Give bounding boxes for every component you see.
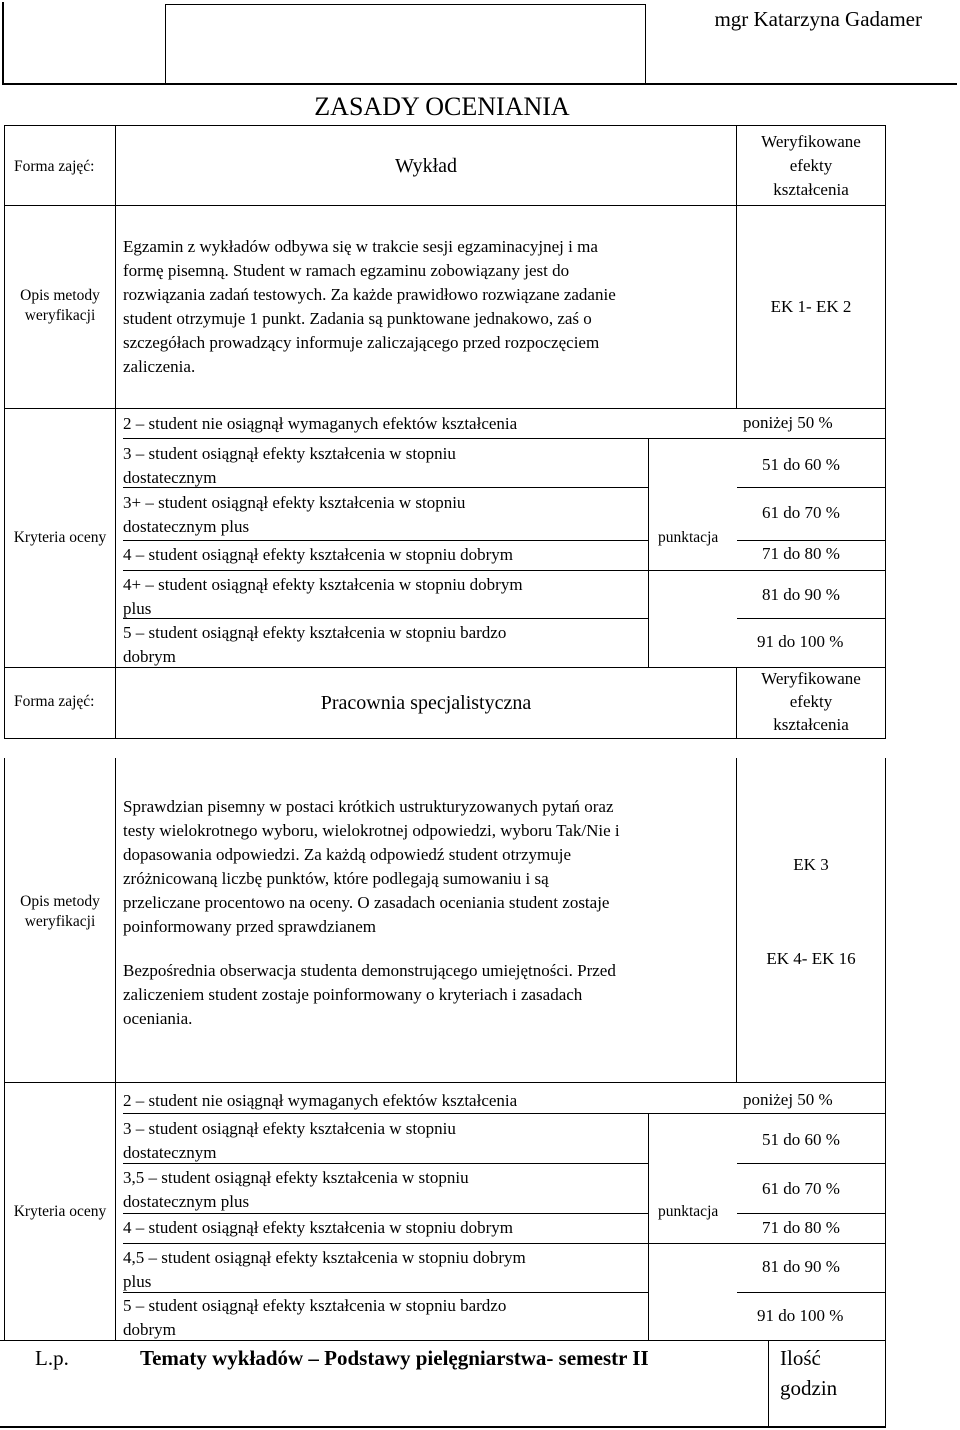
criteria-text: 4+ – student osiągnął efekty kształcenia w stopniu dobrym bbox=[123, 575, 523, 594]
border bbox=[648, 1113, 649, 1340]
criteria-percent: 51 do 60 % bbox=[762, 455, 840, 474]
criteria-percent: 91 do 100 % bbox=[757, 632, 844, 651]
criteria-row bbox=[123, 1089, 648, 1113]
criteria-text: 2 – student nie osiągnął wymaganych efektów kształcenia bbox=[123, 1091, 518, 1110]
border bbox=[0, 1426, 886, 1428]
page-title: ZASADY OCENIANIA bbox=[314, 92, 570, 121]
criteria-text: plus bbox=[123, 599, 152, 618]
criteria-text: 4 – student osiągnął efekty kształcenia w stopniu dobrym bbox=[123, 545, 513, 564]
criteria-text: 3+ – student osiągnął efekty kształcenia w stopniu bbox=[123, 493, 466, 512]
text-line: formę pisemną. Student w ramach egzaminu zobowiązany jest do bbox=[123, 261, 570, 280]
kryteria-oceny-label: Kryteria oceny bbox=[13, 529, 107, 546]
border bbox=[115, 125, 116, 739]
border bbox=[123, 1243, 885, 1244]
opis-metody-label: Opis metody bbox=[20, 893, 100, 910]
text-line: rozwiązania zadań testowych. Za każde prawidłowo rozwiązane zadanie bbox=[123, 285, 616, 304]
border bbox=[123, 438, 885, 439]
opis-paragraph-2 bbox=[123, 959, 726, 1031]
text-line: poinformowany przed sprawdzianem bbox=[123, 917, 377, 936]
criteria-text: 2 – student nie osiągnął wymaganych efektów kształcenia bbox=[123, 414, 518, 433]
border bbox=[768, 1340, 769, 1428]
forma-zajec-value: Wykład bbox=[394, 155, 458, 177]
border bbox=[115, 758, 116, 1083]
efekty-header-line: kształcenia bbox=[773, 180, 849, 199]
criteria-row bbox=[123, 543, 648, 567]
punktacja-label: punktacja bbox=[658, 1203, 719, 1220]
criteria-text: plus bbox=[123, 1272, 152, 1291]
border bbox=[115, 1083, 116, 1340]
forma-zajec-value: Pracownia specjalistyczna bbox=[320, 692, 532, 714]
text-line: zaliczeniem student zostaje poinformowany o kryteriach i zasadach bbox=[123, 985, 583, 1004]
border bbox=[4, 205, 886, 206]
criteria-text: 5 – student osiągnął efekty kształcenia w stopniu bardzo bbox=[123, 623, 507, 642]
text-line: oceniania. bbox=[123, 1009, 193, 1028]
criteria-text: dobrym bbox=[123, 647, 176, 666]
author-name: mgr Katarzyna Gadamer bbox=[714, 7, 922, 31]
criteria-row bbox=[123, 442, 648, 490]
criteria-row bbox=[123, 621, 648, 669]
kryteria-oceny-label: Kryteria oceny bbox=[13, 1203, 107, 1220]
border bbox=[4, 738, 886, 739]
border bbox=[4, 125, 886, 126]
text-line: Bezpośrednia obserwacja studenta demonstrującego umiejętności. Przed bbox=[123, 961, 616, 980]
text-line: przeliczane procentowo na oceny. O zasadach oceniania student zostaje bbox=[123, 893, 610, 912]
opis-metody-label: weryfikacji bbox=[24, 307, 96, 324]
border bbox=[885, 758, 886, 1083]
criteria-text: 3,5 – student osiągnął efekty kształcenia w stopniu bbox=[123, 1168, 469, 1187]
criteria-percent: 81 do 90 % bbox=[762, 1257, 840, 1276]
punktacja-label: punktacja bbox=[658, 529, 719, 546]
opis-metody-text bbox=[123, 235, 726, 379]
opis-metody-label: Opis metody bbox=[20, 287, 100, 304]
border bbox=[737, 1163, 885, 1164]
criteria-percent: 91 do 100 % bbox=[757, 1306, 844, 1325]
hours-header: Ilość bbox=[780, 1346, 821, 1370]
border bbox=[123, 540, 648, 541]
border bbox=[736, 758, 737, 1083]
text-line: zróżnicowaną liczbę punktów, które podlegają sumowaniu i są bbox=[123, 869, 549, 888]
border bbox=[4, 408, 886, 409]
efekty-header-line: efekty bbox=[789, 692, 833, 711]
efekty-header-line: efekty bbox=[789, 156, 833, 175]
border bbox=[885, 125, 886, 739]
forma-zajec-label: Forma zajęć: bbox=[14, 158, 95, 175]
criteria-percent: poniżej 50 % bbox=[743, 413, 833, 432]
lp-header: L.p. bbox=[35, 1346, 69, 1370]
criteria-row bbox=[123, 491, 648, 539]
criteria-text: dostatecznym bbox=[123, 468, 217, 487]
border bbox=[885, 1340, 886, 1428]
border bbox=[2, 83, 957, 85]
criteria-text: 5 – student osiągnął efekty kształcenia w stopniu bardzo bbox=[123, 1296, 507, 1315]
border bbox=[737, 618, 885, 619]
border bbox=[4, 125, 5, 739]
text-line: zaliczenia. bbox=[123, 357, 196, 376]
border bbox=[737, 1292, 885, 1293]
criteria-text: dobrym bbox=[123, 1320, 176, 1339]
forma-zajec-label: Forma zajęć: bbox=[14, 693, 95, 710]
criteria-text: 3 – student osiągnął efekty kształcenia w stopniu bbox=[123, 444, 456, 463]
criteria-text: 4,5 – student osiągnął efekty kształcenia w stopniu dobrym bbox=[123, 1248, 526, 1267]
efekty-value: EK 4- EK 16 bbox=[766, 949, 856, 968]
criteria-row bbox=[123, 573, 648, 621]
border bbox=[123, 570, 885, 571]
criteria-row bbox=[123, 412, 648, 436]
text-line: student otrzymuje 1 punkt. Zadania są punktowane jednakowo, zaś o bbox=[123, 309, 592, 328]
hours-header: godzin bbox=[780, 1376, 838, 1400]
opis-metody-label: weryfikacji bbox=[24, 913, 96, 930]
efekty-header-line: kształcenia bbox=[773, 715, 849, 734]
criteria-text: dostatecznym plus bbox=[123, 1192, 250, 1211]
border bbox=[123, 1113, 885, 1114]
criteria-row bbox=[123, 1216, 648, 1240]
efekty-value: EK 3 bbox=[793, 855, 829, 874]
border bbox=[737, 540, 885, 541]
criteria-text: 3 – student osiągnął efekty kształcenia w stopniu bbox=[123, 1119, 456, 1138]
criteria-text: dostatecznym plus bbox=[123, 517, 250, 536]
criteria-percent: 61 do 70 % bbox=[762, 1179, 840, 1198]
border bbox=[885, 1083, 886, 1340]
efekty-header-line: Weryfikowane bbox=[761, 132, 861, 151]
efekty-header-line: Weryfikowane bbox=[761, 669, 861, 688]
criteria-percent: 61 do 70 % bbox=[762, 503, 840, 522]
text-line: testy wielokrotnego wyboru, wielokrotnej odpowiedzi, wyboru Tak/Nie i bbox=[123, 821, 620, 840]
text-line: dopasowania odpowiedzi. Za każdą odpowiedź student otrzymuje bbox=[123, 845, 572, 864]
criteria-percent: 51 do 60 % bbox=[762, 1130, 840, 1149]
criteria-text: dostatecznym bbox=[123, 1143, 217, 1162]
criteria-percent: poniżej 50 % bbox=[743, 1090, 833, 1109]
criteria-percent: 81 do 90 % bbox=[762, 585, 840, 604]
criteria-row bbox=[123, 1117, 648, 1165]
text-line: szczegółach prowadzący informuje zaliczającego przed rozpoczęciem bbox=[123, 333, 600, 352]
criteria-percent: 71 do 80 % bbox=[762, 544, 840, 563]
text-line: Sprawdzian pisemny w postaci krótkich ustrukturyzowanych pytań oraz bbox=[123, 797, 614, 816]
criteria-row bbox=[123, 1166, 648, 1214]
criteria-row bbox=[123, 1294, 648, 1342]
topics-header: Tematy wykładów – Podstawy pielęgniarstwa- semestr II bbox=[140, 1346, 649, 1370]
criteria-row bbox=[123, 1246, 648, 1294]
criteria-text: 4 – student osiągnął efekty kształcenia w stopniu dobrym bbox=[123, 1218, 513, 1237]
criteria-percent: 71 do 80 % bbox=[762, 1218, 840, 1237]
border bbox=[4, 1082, 886, 1083]
text-line: Egzamin z wykładów odbywa się w trakcie sesji egzaminacyjnej i ma bbox=[123, 237, 598, 256]
border bbox=[737, 1213, 885, 1214]
efekty-value: EK 1- EK 2 bbox=[770, 297, 852, 316]
opis-paragraph-1 bbox=[123, 795, 726, 939]
border bbox=[0, 1340, 886, 1341]
border bbox=[737, 487, 885, 488]
border bbox=[648, 438, 649, 667]
border bbox=[165, 4, 646, 5]
